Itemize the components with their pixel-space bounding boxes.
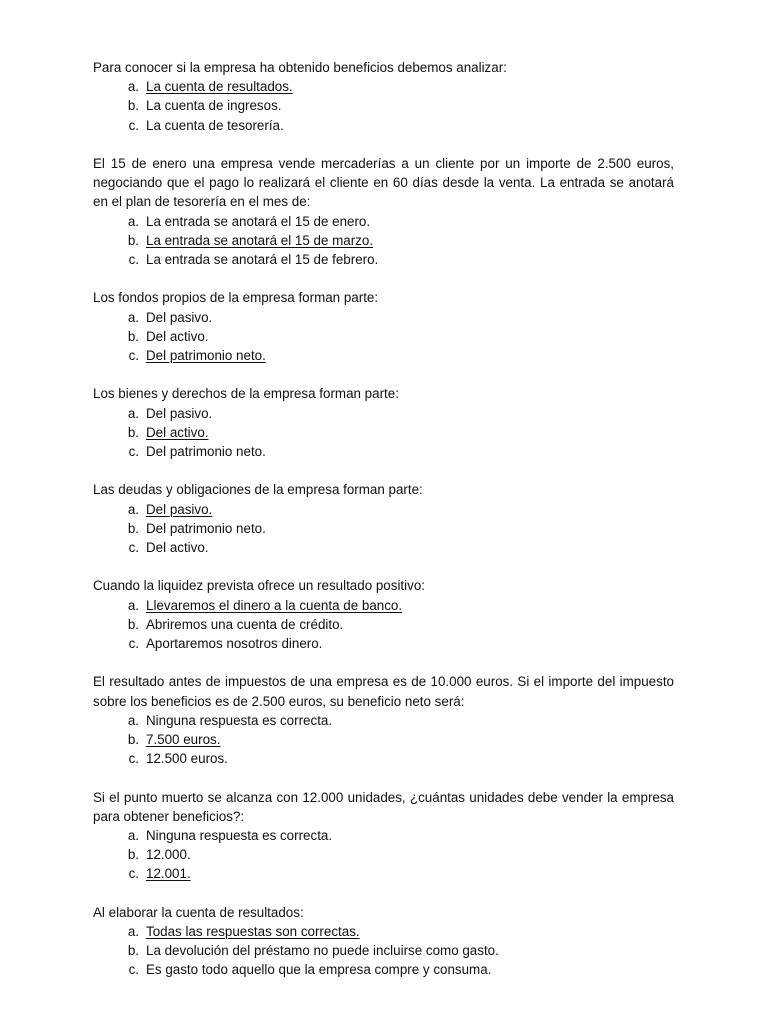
- option-letter: c.: [128, 751, 139, 767]
- answer-option: [93, 845, 674, 864]
- option-text-correct: Del patrimonio neto.: [146, 348, 266, 364]
- answer-options-list: [93, 596, 674, 654]
- option-spacer: [139, 730, 146, 749]
- option-text: Aportaremos nosotros dinero.: [146, 636, 323, 652]
- answer-option: [93, 96, 674, 115]
- option-spacer: [139, 500, 146, 519]
- question-stem: Cuando la liquidez prevista ofrece un resultado positivo:: [93, 578, 425, 594]
- option-text-correct: La entrada se anotará el 15 de marzo.: [146, 232, 374, 248]
- answer-option: [93, 960, 674, 979]
- option-text: Ninguna respuesta es correcta.: [146, 828, 333, 844]
- option-spacer: [139, 864, 146, 883]
- option-text: Es gasto todo aquello que la empresa compre y consuma.: [146, 962, 492, 978]
- option-letter: a.: [127, 405, 139, 421]
- option-letter: a.: [127, 213, 139, 229]
- answer-option: [93, 231, 674, 250]
- answer-option: [93, 615, 674, 634]
- question-block: [93, 672, 674, 768]
- option-letter: a.: [127, 597, 139, 613]
- option-spacer: [139, 538, 146, 557]
- option-spacer: [139, 711, 146, 730]
- option-spacer: [139, 308, 146, 327]
- answer-option: [93, 826, 674, 845]
- option-letter: a.: [127, 309, 139, 325]
- question-stem: Los bienes y derechos de la empresa forman parte:: [93, 386, 399, 402]
- question-block: [93, 576, 674, 653]
- option-letter: a.: [127, 79, 139, 95]
- option-letter: b.: [127, 616, 139, 632]
- answer-option: [93, 596, 674, 615]
- option-text-correct: 7.500 euros.: [146, 732, 221, 748]
- option-letter: b.: [127, 943, 139, 959]
- option-text: La entrada se anotará el 15 de enero.: [146, 213, 371, 229]
- option-spacer: [139, 327, 146, 346]
- answer-option: [93, 730, 674, 749]
- option-letter: b.: [127, 732, 139, 748]
- answer-option: [93, 500, 674, 519]
- option-letter: b.: [127, 520, 139, 536]
- option-spacer: [139, 346, 146, 365]
- option-spacer: [139, 960, 146, 979]
- option-text: La cuenta de ingresos.: [146, 98, 282, 114]
- option-spacer: [139, 423, 146, 442]
- answer-options-list: [93, 212, 674, 270]
- answer-options-list: [93, 308, 674, 366]
- option-spacer: [139, 96, 146, 115]
- question-stem: Las deudas y obligaciones de la empresa forman parte:: [93, 482, 423, 498]
- answer-options-list: [93, 922, 674, 980]
- option-text: Del activo.: [146, 540, 209, 556]
- answer-options-list: [93, 826, 674, 884]
- answer-option: [93, 864, 674, 883]
- option-spacer: [139, 634, 146, 653]
- answer-option: [93, 404, 674, 423]
- option-spacer: [139, 845, 146, 864]
- option-letter: b.: [127, 232, 139, 248]
- question-block: [93, 788, 674, 884]
- answer-option: [93, 346, 674, 365]
- option-text: La devolución del préstamo no puede incluirse como gasto.: [146, 943, 499, 959]
- option-text: Del pasivo.: [146, 405, 213, 421]
- question-block: [93, 154, 674, 269]
- question-block: [93, 58, 674, 135]
- option-spacer: [139, 941, 146, 960]
- question-stem: Los fondos propios de la empresa forman parte:: [93, 290, 379, 306]
- option-letter: a.: [127, 501, 139, 517]
- option-letter: a.: [127, 924, 139, 940]
- option-text-correct: Todas las respuestas son correctas.: [146, 924, 360, 940]
- option-letter: c.: [128, 636, 139, 652]
- option-text-correct: La cuenta de resultados.: [146, 79, 293, 95]
- option-text: 12.500 euros.: [146, 751, 228, 767]
- question-stem: Para conocer si la empresa ha obtenido beneficios debemos analizar:: [93, 60, 507, 75]
- option-spacer: [139, 922, 146, 941]
- option-spacer: [139, 250, 146, 269]
- option-letter: c.: [128, 962, 139, 978]
- question-block: [93, 903, 674, 980]
- answer-options-list: [93, 404, 674, 462]
- option-spacer: [139, 596, 146, 615]
- option-spacer: [139, 212, 146, 231]
- question-block: [93, 288, 674, 365]
- option-text-correct: 12.001.: [146, 866, 191, 882]
- option-text-correct: Del pasivo.: [146, 501, 213, 517]
- option-text: Del activo.: [146, 328, 209, 344]
- answer-option: [93, 308, 674, 327]
- answer-option: [93, 212, 674, 231]
- answer-option: [93, 711, 674, 730]
- question-block: [93, 384, 674, 461]
- option-text: Ninguna respuesta es correcta.: [146, 712, 333, 728]
- option-spacer: [139, 615, 146, 634]
- option-letter: c.: [128, 117, 139, 133]
- option-text-correct: Del activo.: [146, 424, 209, 440]
- option-letter: b.: [127, 424, 139, 440]
- option-text: 12.000.: [146, 847, 191, 863]
- answer-option: [93, 116, 674, 135]
- option-letter: b.: [127, 847, 139, 863]
- question-stem: Al elaborar la cuenta de resultados:: [93, 904, 304, 920]
- option-text: La entrada se anotará el 15 de febrero.: [146, 252, 379, 268]
- option-letter: b.: [127, 98, 139, 114]
- answer-option: [93, 442, 674, 461]
- option-spacer: [139, 826, 146, 845]
- option-spacer: [139, 404, 146, 423]
- question-stem: El 15 de enero una empresa vende mercaderías a un cliente por un importe de 2.500 euros, negociando que el pago lo realizará el cliente en 60 días desde la venta. La entrada se anotará en el plan de tesorería en el mes de:: [93, 156, 674, 210]
- answer-option: [93, 941, 674, 960]
- option-text: La cuenta de tesorería.: [146, 117, 284, 133]
- answer-options-list: [93, 77, 674, 135]
- option-spacer: [139, 442, 146, 461]
- option-letter: c.: [128, 444, 139, 460]
- option-text: Abriremos una cuenta de crédito.: [146, 616, 344, 632]
- answer-option: [93, 327, 674, 346]
- answer-options-list: [93, 500, 674, 558]
- option-letter: c.: [128, 540, 139, 556]
- option-spacer: [139, 116, 146, 135]
- question-block: [93, 480, 674, 557]
- option-text: Del pasivo.: [146, 309, 213, 325]
- option-letter: c.: [128, 252, 139, 268]
- option-letter: c.: [128, 348, 139, 364]
- answer-option: [93, 538, 674, 557]
- answer-option: [93, 922, 674, 941]
- option-text: Del patrimonio neto.: [146, 444, 266, 460]
- answer-option: [93, 423, 674, 442]
- option-letter: a.: [127, 828, 139, 844]
- option-letter: b.: [127, 328, 139, 344]
- option-spacer: [139, 519, 146, 538]
- answer-option: [93, 519, 674, 538]
- option-spacer: [139, 77, 146, 96]
- answer-option: [93, 77, 674, 96]
- option-text-correct: Llevaremos el dinero a la cuenta de banco.: [146, 597, 403, 613]
- question-stem: El resultado antes de impuestos de una empresa es de 10.000 euros. Si el importe del impuesto sobre los beneficios es de 2.500 euros, su beneficio neto será:: [93, 674, 674, 709]
- option-text: Del patrimonio neto.: [146, 520, 266, 536]
- option-letter: c.: [128, 866, 139, 882]
- answer-option: [93, 250, 674, 269]
- answer-option: [93, 634, 674, 653]
- answer-option: [93, 749, 674, 768]
- option-letter: a.: [127, 712, 139, 728]
- question-stem: Si el punto muerto se alcanza con 12.000 unidades, ¿cuántas unidades debe vender la empresa para obtener beneficios?:: [93, 789, 674, 824]
- answer-options-list: [93, 711, 674, 769]
- option-spacer: [139, 749, 146, 768]
- option-spacer: [139, 231, 146, 250]
